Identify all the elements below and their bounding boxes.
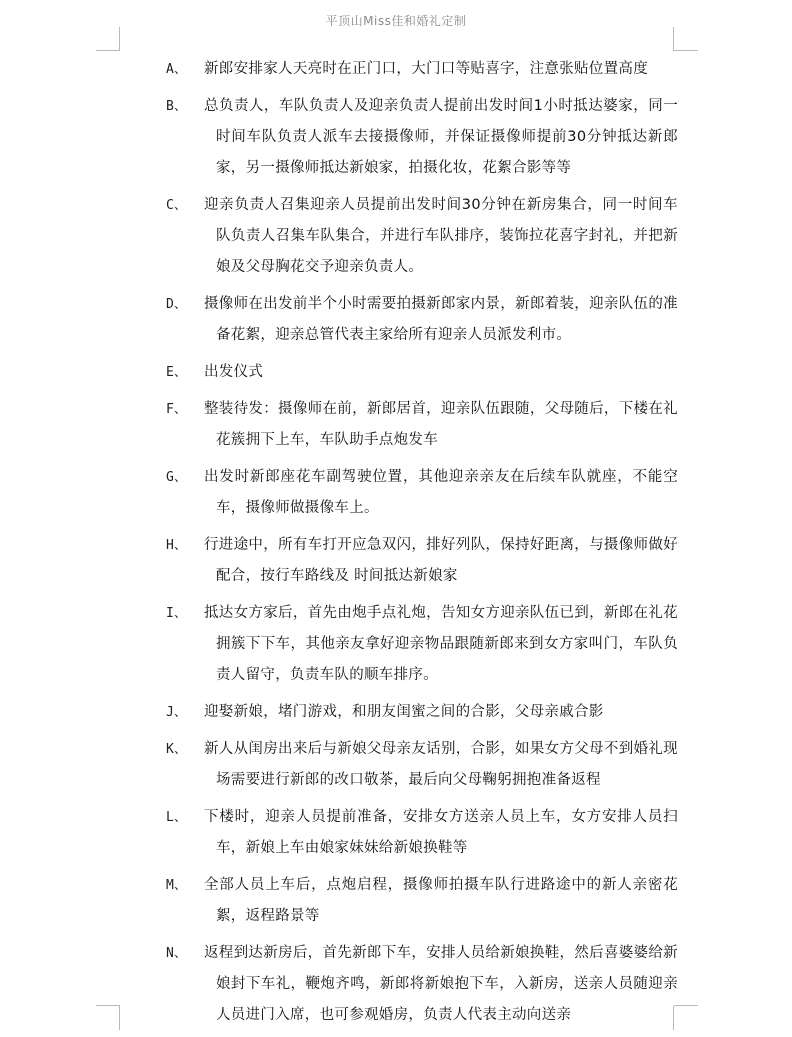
- list-marker: B、: [166, 99, 187, 114]
- crop-mark-top-right-v: [673, 27, 674, 51]
- list-item-text: 新郎安排家人天亮时在正门口，大门口等贴喜字，注意张贴位置高度: [204, 61, 648, 77]
- list-item: [166, 91, 678, 184]
- list-marker: J、: [166, 705, 187, 720]
- list-item-text: 出发时新郎座花车副驾驶位置，其他迎亲亲友在后续车队就座，不能空车，摄像师做摄像车上。: [204, 469, 678, 516]
- list-item: [166, 462, 678, 524]
- crop-mark-top-left-v: [119, 27, 120, 51]
- crop-mark-bottom-left-v: [119, 1006, 120, 1030]
- list-item-text: 新人从闺房出来后与新娘父母亲友话别，合影，如果女方父母不到婚礼现场需要进行新郎的改口敬茶，最后向父母鞠躬拥抱准备返程: [204, 741, 678, 788]
- list-item-text: 出发仪式: [204, 364, 264, 380]
- list-item: [166, 357, 678, 388]
- list-item-text: 下楼时，迎亲人员提前准备，安排女方送亲人员上车，女方安排人员扫车，新娘上车由娘家妹妹给新娘换鞋等: [204, 809, 678, 856]
- list-marker: N、: [166, 946, 187, 961]
- list-item-text: 总负责人，车队负责人及迎亲负责人提前出发时间1小时抵达婆家，同一时间车队负责人派车去接摄像师，并保证摄像师提前30分钟抵达新郎家，另一摄像师抵达新娘家，拍摄化妆，花絮合影等等: [204, 98, 678, 176]
- list-marker: L、: [166, 810, 187, 825]
- list-item: [166, 530, 678, 592]
- list-item-text: 返程到达新房后，首先新郎下车，安排人员给新娘换鞋，然后喜婆婆给新娘封下车礼，鞭炮齐鸣，新郎将新娘抱下车，入新房，送亲人员随迎亲人员进门入席，也可参观婚房，负责人代表主动向送亲: [204, 945, 678, 1023]
- list-item: [166, 870, 678, 932]
- list-item: [166, 697, 678, 728]
- list-item: [166, 734, 678, 796]
- list-item: [166, 598, 678, 691]
- crop-mark-top-left-h: [96, 50, 120, 51]
- list-item: [166, 54, 678, 85]
- procedure-list: [166, 54, 678, 1037]
- list-marker: D、: [166, 297, 187, 312]
- list-marker: H、: [166, 538, 187, 553]
- list-item: [166, 289, 678, 351]
- list-item-text: 摄像师在出发前半个小时需要拍摄新郎家内景，新郎着装，迎亲队伍的准备花絮，迎亲总管代表主家给所有迎亲人员派发利市。: [204, 296, 678, 343]
- list-item-text: 全部人员上车后，点炮启程，摄像师拍摄车队行进路途中的新人亲密花絮，返程路景等: [204, 877, 678, 924]
- list-item: [166, 190, 678, 283]
- list-item: [166, 938, 678, 1031]
- list-marker: I、: [166, 606, 187, 621]
- list-item: [166, 394, 678, 456]
- list-marker: C、: [166, 198, 187, 213]
- crop-mark-top-right-h: [674, 50, 698, 51]
- list-marker: M、: [166, 878, 187, 893]
- list-marker: F、: [166, 402, 187, 417]
- list-marker: A、: [166, 62, 187, 77]
- list-item-text: 整装待发：摄像师在前，新郎居首，迎亲队伍跟随，父母随后，下楼在礼花簇拥下上车，车队助手点炮发车: [204, 401, 678, 448]
- list-item-text: 迎娶新娘，堵门游戏，和朋友闺蜜之间的合影，父母亲戚合影: [204, 704, 604, 720]
- list-item-text: 行进途中，所有车打开应急双闪，排好列队，保持好距离，与摄像师做好配合，按行车路线及 时间抵达新娘家: [204, 537, 678, 584]
- list-item: [166, 802, 678, 864]
- list-item-text: 迎亲负责人召集迎亲人员提前出发时间30分钟在新房集合，同一时间车队负责人召集车队集合，并进行车队排序，装饰拉花喜字封礼，并把新娘及父母胸花交予迎亲负责人。: [204, 197, 678, 275]
- list-item-text: 抵达女方家后，首先由炮手点礼炮，告知女方迎亲队伍已到，新郎在礼花拥簇下下车，其他亲友拿好迎亲物品跟随新郎来到女方家叫门，车队负责人留守，负责车队的顺车排序。: [204, 605, 678, 683]
- crop-mark-bottom-left-h: [96, 1005, 120, 1006]
- list-marker: G、: [166, 470, 187, 485]
- list-marker: K、: [166, 742, 187, 757]
- page-header: 平顶山Miss佳和婚礼定制: [325, 14, 467, 28]
- list-marker: E、: [166, 365, 187, 380]
